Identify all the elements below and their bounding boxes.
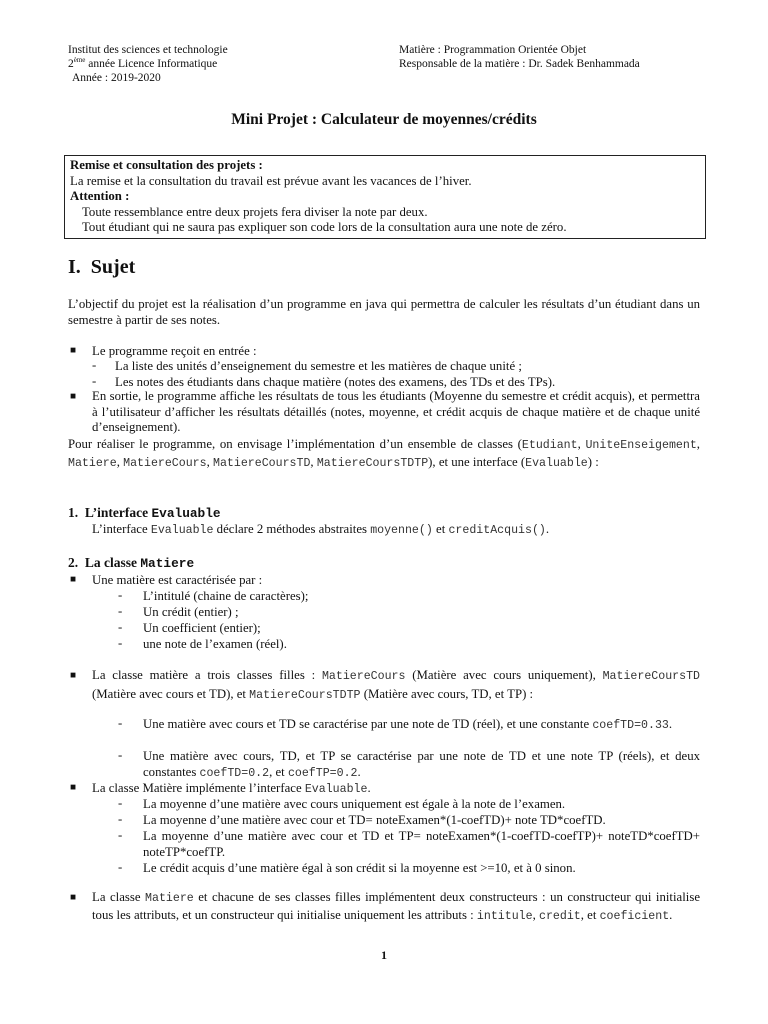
subject: Matière : Programmation Orientée Objet bbox=[399, 44, 587, 56]
attention-heading: Attention : bbox=[70, 189, 130, 203]
intro-paragraph: L’objectif du projet est la réalisation d’un programme en java qui permettra de calculer les résultats d’un étudiant dans un semestre à partir de ses notes. bbox=[68, 297, 700, 327]
dash-icon: - bbox=[118, 588, 123, 602]
level: 2ème année Licence Informatique bbox=[68, 56, 218, 70]
attribute-item: une note de l’examen (réel). bbox=[143, 637, 287, 651]
institute: Institut des sciences et technologie bbox=[68, 44, 228, 56]
dash-icon: - bbox=[92, 374, 97, 388]
section-heading: I. Sujet bbox=[68, 256, 136, 278]
formula-item: La moyenne d’une matière avec cour et TD et TP= noteExamen*(1-coefTD-coefTP)+ noteTD*coefTD+ noteTP*coefTP. bbox=[143, 829, 700, 859]
subsection-2-heading: 2. La classe Matiere bbox=[68, 555, 195, 571]
subclasses-paragraph: La classe matière a trois classes filles : MatiereCours (Matière avec cours uniquement), MatiereCoursTD (Matière avec cours et TD), et MatiereCoursTDTP (Matière avec cours, TD, et TP) : bbox=[92, 668, 700, 702]
bullet-icon: ■ bbox=[70, 391, 77, 402]
notice-line: Toute ressemblance entre deux projets fera diviser la note par deux. bbox=[82, 204, 428, 219]
notice-line: Tout étudiant qui ne saura pas expliquer son code lors de la consultation aura une note de zéro. bbox=[82, 220, 567, 234]
input-item: Les notes des étudiants dans chaque matière (notes des examens, des TDs et des TPs). bbox=[115, 375, 556, 389]
bullet-icon: ■ bbox=[70, 782, 77, 793]
notice-heading: Remise et consultation des projets : bbox=[70, 158, 263, 172]
dash-icon: - bbox=[118, 716, 123, 730]
bullet-icon: ■ bbox=[70, 670, 77, 681]
bullet-icon: ■ bbox=[70, 574, 77, 585]
header-left bbox=[68, 43, 228, 85]
dash-icon: - bbox=[118, 860, 123, 874]
classes-paragraph: Pour réaliser le programme, on envisage l’implémentation d’un ensemble de classes (Etudiant, UniteEnseigement, Matiere, MatiereCours, MatiereCoursTD, MatiereCoursTDTP), et une interface (Evaluable) : bbox=[68, 437, 700, 470]
attribute-item: Un crédit (entier) ; bbox=[143, 605, 239, 619]
dash-icon: - bbox=[118, 748, 123, 762]
input-heading: Le programme reçoit en entrée : bbox=[92, 344, 257, 358]
dash-icon: - bbox=[118, 620, 123, 634]
dash-icon: - bbox=[92, 358, 97, 372]
notice-box bbox=[64, 155, 706, 239]
attribute-item: Un coefficient (entier); bbox=[143, 621, 261, 635]
td-description: Une matière avec cours et TD se caractérise par une note de TD (réel), et une constante coefTD=0.33. bbox=[143, 717, 673, 732]
dash-icon: - bbox=[118, 604, 123, 618]
bullet-icon: ■ bbox=[70, 892, 77, 903]
char-heading: Une matière est caractérisée par : bbox=[92, 573, 263, 587]
subsection-1-heading: 1. L’interface Evaluable bbox=[68, 505, 221, 521]
evaluable-text: L’interface Evaluable déclare 2 méthodes abstraites moyenne() et creditAcquis(). bbox=[92, 522, 550, 537]
dash-icon: - bbox=[118, 812, 123, 826]
formula-item: La moyenne d’une matière avec cours uniquement est égale à la note de l’examen. bbox=[143, 797, 566, 811]
page-title: Mini Projet : Calculateur de moyennes/crédits bbox=[231, 111, 537, 128]
formula-item: Le crédit acquis d’une matière égal à son crédit si la moyenne est >=10, et à 0 sinon. bbox=[143, 861, 576, 875]
bullet-icon: ■ bbox=[70, 345, 77, 356]
dash-icon: - bbox=[118, 636, 123, 650]
notice-line: La remise et la consultation du travail est prévue avant les vacances de l’hiver. bbox=[70, 173, 472, 188]
tp-description: Une matière avec cours, TD, et TP se caractérise par une note de TD et une note TP (réels), et deux constantes coefTD=0.2, et coefTP=0.2. bbox=[143, 749, 700, 780]
input-item: La liste des unités d’enseignement du semestre et les matières de chaque unité ; bbox=[115, 359, 522, 373]
attribute-item: L’intitulé (chaine de caractères); bbox=[143, 589, 309, 603]
output-paragraph: En sortie, le programme affiche les résultats de tous les étudiants (Moyenne du semestre et crédit acquis), et permettra à l’utilisateur d’afficher les résultats détaillés (notes, moyenne, et crédit acquis de chaque matière et de chaque unité d’enseignement). bbox=[92, 389, 700, 434]
responsible: Responsable de la matière : Dr. Sadek Benhammada bbox=[399, 58, 640, 70]
header-right bbox=[399, 43, 640, 71]
constructors-paragraph: La classe Matiere et chacune de ses classes filles implémentent deux constructeurs : un constructeur qui initialise tous les attributs, et un constructeur qui initialise uniquement les attributs : intitule, credit, et coeficient. bbox=[92, 890, 700, 923]
dash-icon: - bbox=[118, 828, 123, 842]
page-number: 1 bbox=[381, 948, 387, 962]
academic-year: Année : 2019-2020 bbox=[72, 72, 161, 84]
formula-item: La moyenne d’une matière avec cour et TD= noteExamen*(1-coefTD)+ note TD*coefTD. bbox=[143, 813, 606, 827]
implements-text: La classe Matière implémente l’interface Evaluable. bbox=[92, 781, 371, 796]
dash-icon: - bbox=[118, 796, 123, 810]
